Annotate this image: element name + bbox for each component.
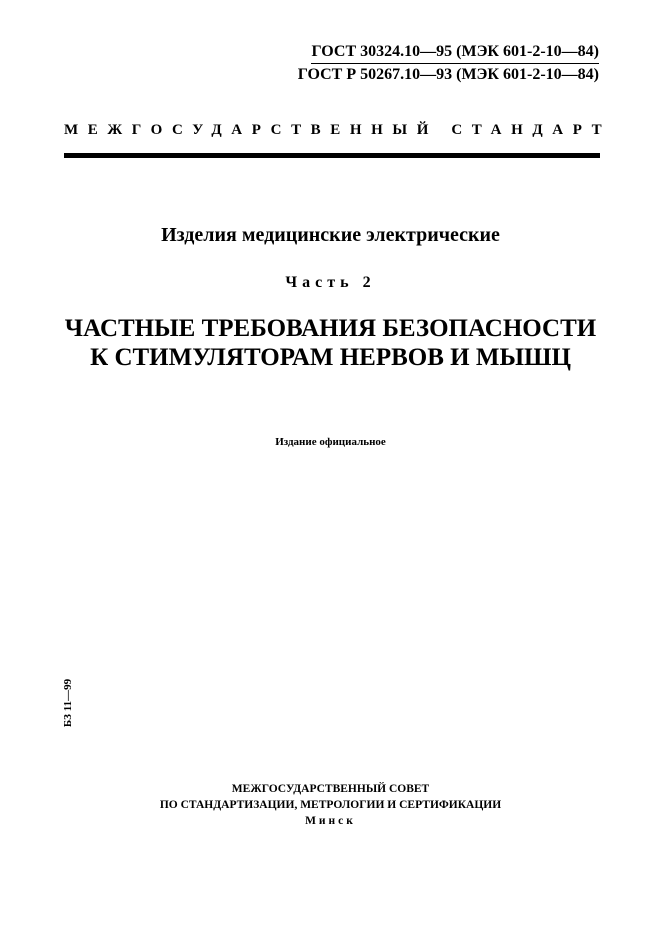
standard-codes bbox=[298, 42, 599, 85]
side-code-text: БЗ 11—99 bbox=[62, 678, 75, 728]
publisher-block bbox=[0, 781, 661, 829]
publisher-line-2: ПО СТАНДАРТИЗАЦИИ, МЕТРОЛОГИИ И СЕРТИФИКАЦИИ bbox=[159, 799, 502, 811]
standard-code-gost: ГОСТ 30324.10—95 (МЭК 601-2-10—84) bbox=[311, 42, 599, 64]
publisher-line-1: МЕЖГОСУДАРСТВЕННЫЙ СОВЕТ bbox=[231, 783, 430, 795]
standard-code-gost-r: ГОСТ Р 50267.10—93 (МЭК 601-2-10—84) bbox=[297, 66, 599, 83]
product-title: Изделия медицинские электрические bbox=[161, 224, 500, 246]
part-label: Часть 2 bbox=[285, 274, 376, 291]
edition-note: Издание официальное bbox=[275, 436, 386, 448]
main-title-line-2: К СТИМУЛЯТОРАМ НЕРВОВ И МЫШЦ bbox=[90, 344, 571, 371]
header-divider bbox=[64, 153, 600, 158]
standard-type-banner: МЕЖГОСУДАРСТВЕННЫЙ СТАНДАРТ bbox=[64, 122, 612, 138]
main-title bbox=[0, 314, 661, 372]
main-title-line-1: ЧАСТНЫЕ ТРЕБОВАНИЯ БЕЗОПАСНОСТИ bbox=[64, 315, 597, 342]
side-code bbox=[56, 676, 80, 730]
publisher-city: Минск bbox=[305, 815, 356, 827]
